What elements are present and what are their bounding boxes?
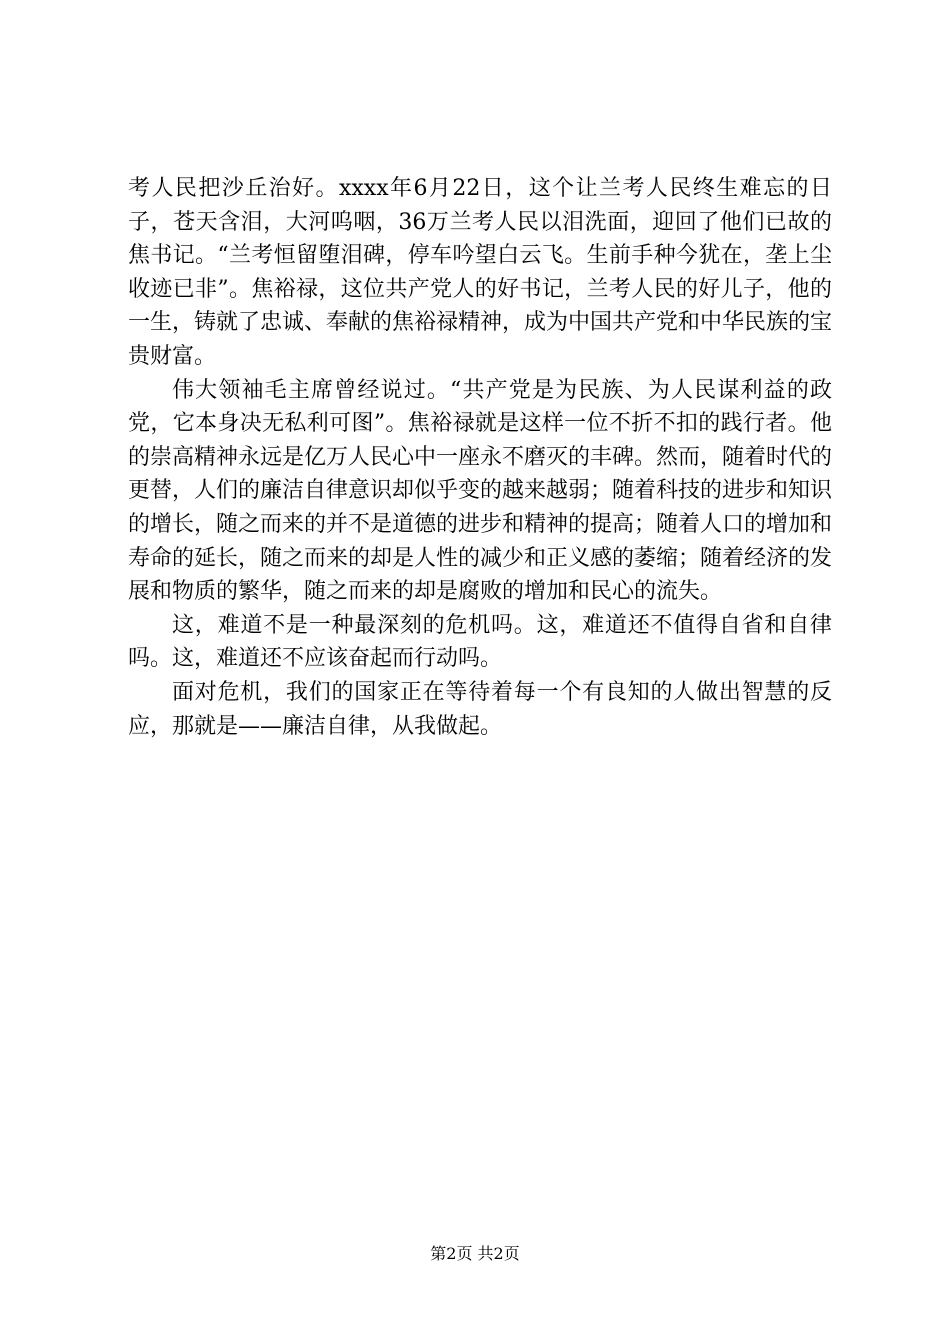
paragraph: 面对危机，我们的国家正在等待着每一个有良知的人做出智慧的反应，那就是——廉洁自律，从我做起。	[128, 679, 832, 739]
paragraph: 伟大领袖毛主席曾经说过。“共产党是为民族、为人民谋利益的政党，它本身决无私利可图”。焦裕禄就是这样一位不折不扣的践行者。他的崇高精神永远是亿万人民心中一座永不磨灭的丰碑。然而，随着时代的更替，人们的廉洁自律意识却似乎变的越来越弱；随着科技的进步和知识的增长，随之而来的并不是道德的进步和精神的提高；随着人口的增加和寿命的延长，随之而来的却是人性的减少和正义感的萎缩；随着经济的发展和物质的繁华，随之而来的却是腐败的增加和民心的流失。	[128, 377, 833, 605]
paragraph: 这，难道不是一种最深刻的危机吗。这，难道还不值得自省和自律吗。这，难道还不应该奋起而行动吗。	[128, 612, 832, 672]
paragraph: 考人民把沙丘治好。xxxx年6月22日，这个让兰考人民终生难忘的日子，苍天含泪，大河呜咽，36万兰考人民以泪洗面，迎回了他们已故的焦书记。“兰考恒留堕泪碑，停车吟望白云飞。生前手种今犹在，垄上尘收迹已非”。焦裕禄，这位共产党人的好书记，兰考人民的好儿子，他的一生，铸就了忠诚、奉献的焦裕禄精神，成为中国共产党和中华民族的宝贵财富。	[128, 176, 833, 369]
page-number-footer: 第2页 共2页	[430, 1244, 520, 1263]
document-body	[128, 172, 832, 743]
